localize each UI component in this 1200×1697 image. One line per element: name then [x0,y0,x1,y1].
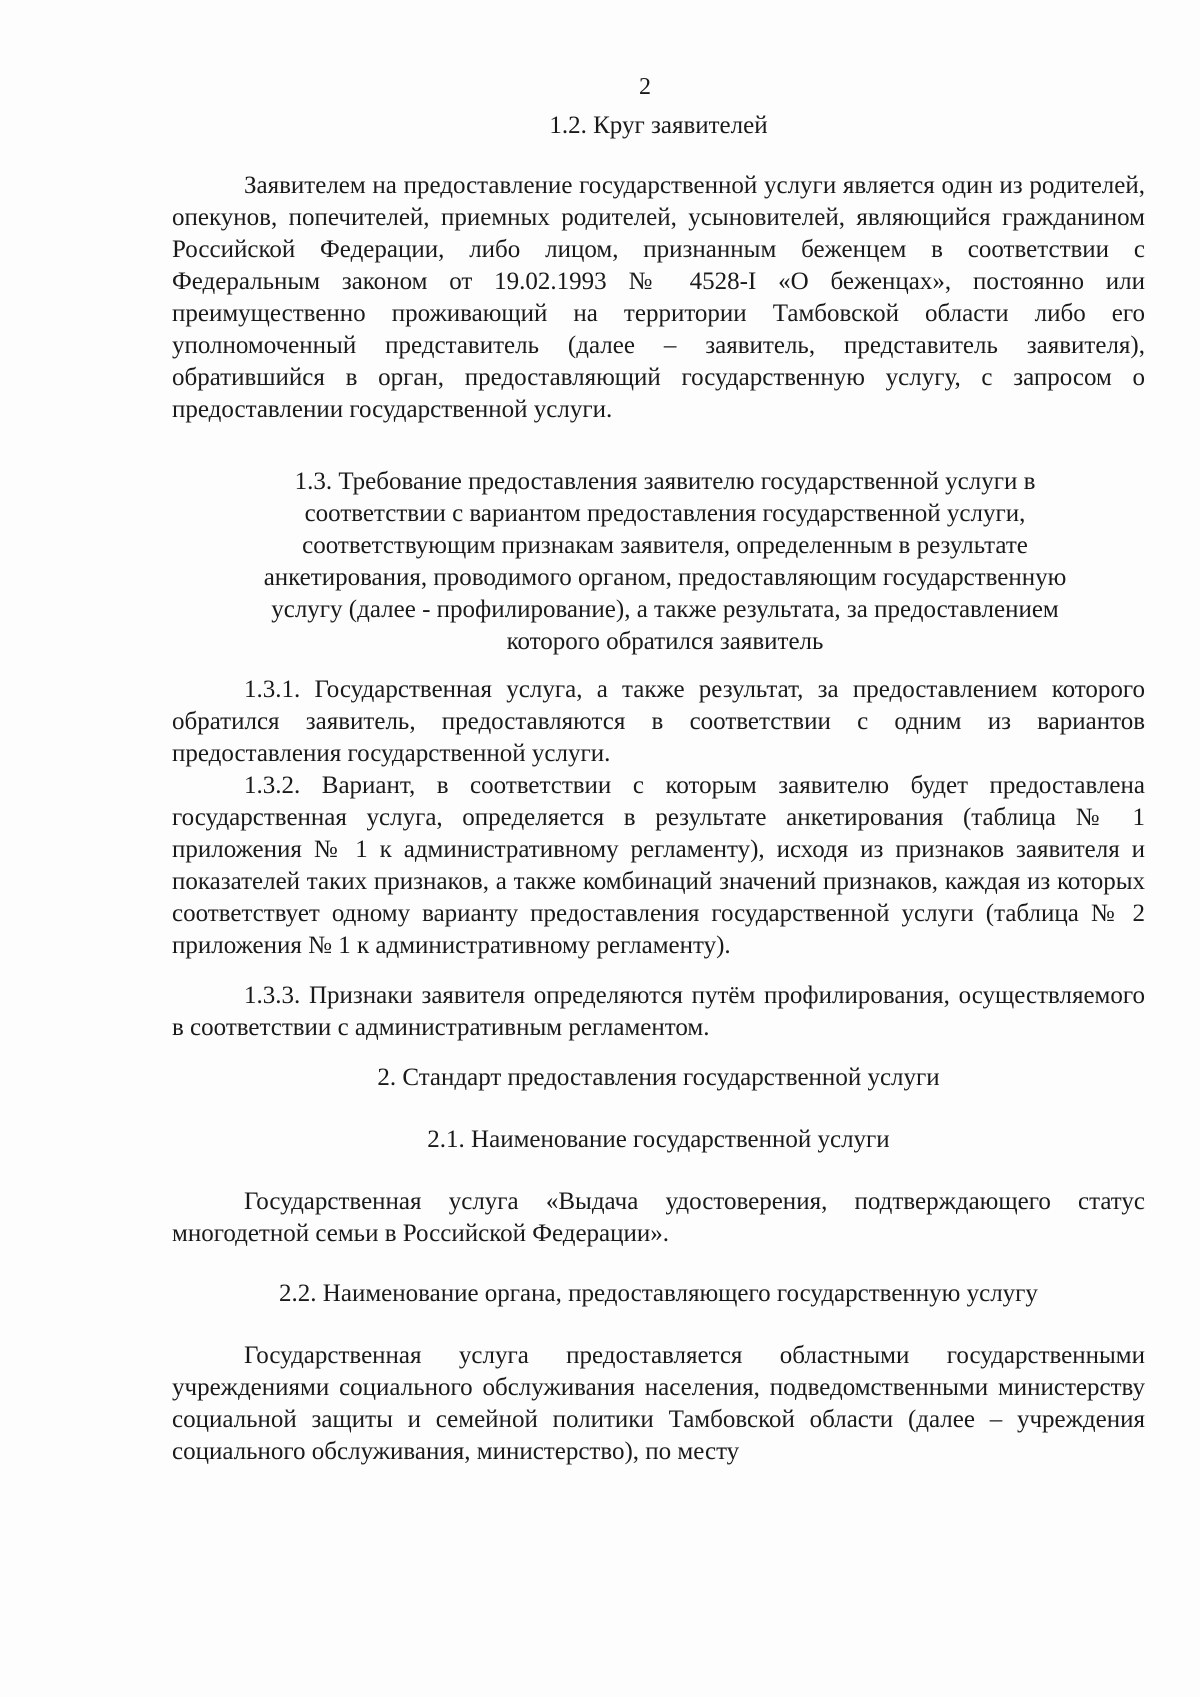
section-2-1-heading: 2.1. Наименование государственной услуги [427,1126,890,1153]
section-1-2-heading: 1.2. Круг заявителей [549,112,768,139]
section-2-2-heading: 2.2. Наименование органа, предоставляющего государственную услугу [279,1280,1038,1307]
section-1-2-text: Заявителем на предоставление государственной услуги является один из родителей, опекунов, попечителей, приемных родителей, усыновителей, являющийся гражданином Российской Федерации, либо лицом, признанным беженцем в соответствии с Федеральным законом от 19.02.1993 № 4528-I «О беженцах», постоянно или преимущественно проживающий на территории Тамбовской области либо его уполномоченный представитель (далее – заявитель, представитель заявителя), обратившийся в орган, предоставляющий государственную услугу, с запросом о предоставлении государственной услуги. [172,172,1145,423]
section-1-3-2-text: 1.3.2. Вариант, в соответствии с которым заявителю будет предоставлена государственная услуга, определяется в результате анкетирования (таблица № 1 приложения № 1 к административному регламенту), исходя из признаков заявителя и показателей таких признаков, а также комбинаций значений признаков, каждая из которых соответствует одному варианту предоставления государственной услуги (таблица № 2 приложения № 1 к административному регламенту). [172,772,1145,959]
section-2-1-text: Государственная услуга «Выдача удостоверения, подтверждающего статус многодетной семьи в Российской Федерации». [172,1188,1145,1247]
section-1-3-1-text: 1.3.1. Государственная услуга, а также результат, за предоставлением которого обратился заявитель, предоставляются в соответствии с одним из вариантов предоставления государственной услуги. [172,676,1145,767]
section-1-3-heading: 1.3. Требование предоставления заявителю государственной услуги в соответствии с вариантом предоставления государственной услуги, соответствующим признакам заявителя, определенным в результате анкетирования, проводимого органом, предоставляющим государственную услугу (далее - профилирование), а также результата, за предоставлением которого обратился заявитель [263,468,1067,655]
section-1-3-3-text: 1.3.3. Признаки заявителя определяются путём профилирования, осуществляемого в соответствии с административным регламентом. [172,982,1145,1041]
page-number: 2 [639,74,651,100]
section-2-heading: 2. Стандарт предоставления государственной услуги [377,1064,940,1091]
section-2-2-text: Государственная услуга предоставляется областными государственными учреждениями социального обслуживания населения, подведомственными министерству социальной защиты и семейной политики Тамбовской области (далее – учреждения социального обслуживания, министерство), по месту [172,1342,1145,1465]
